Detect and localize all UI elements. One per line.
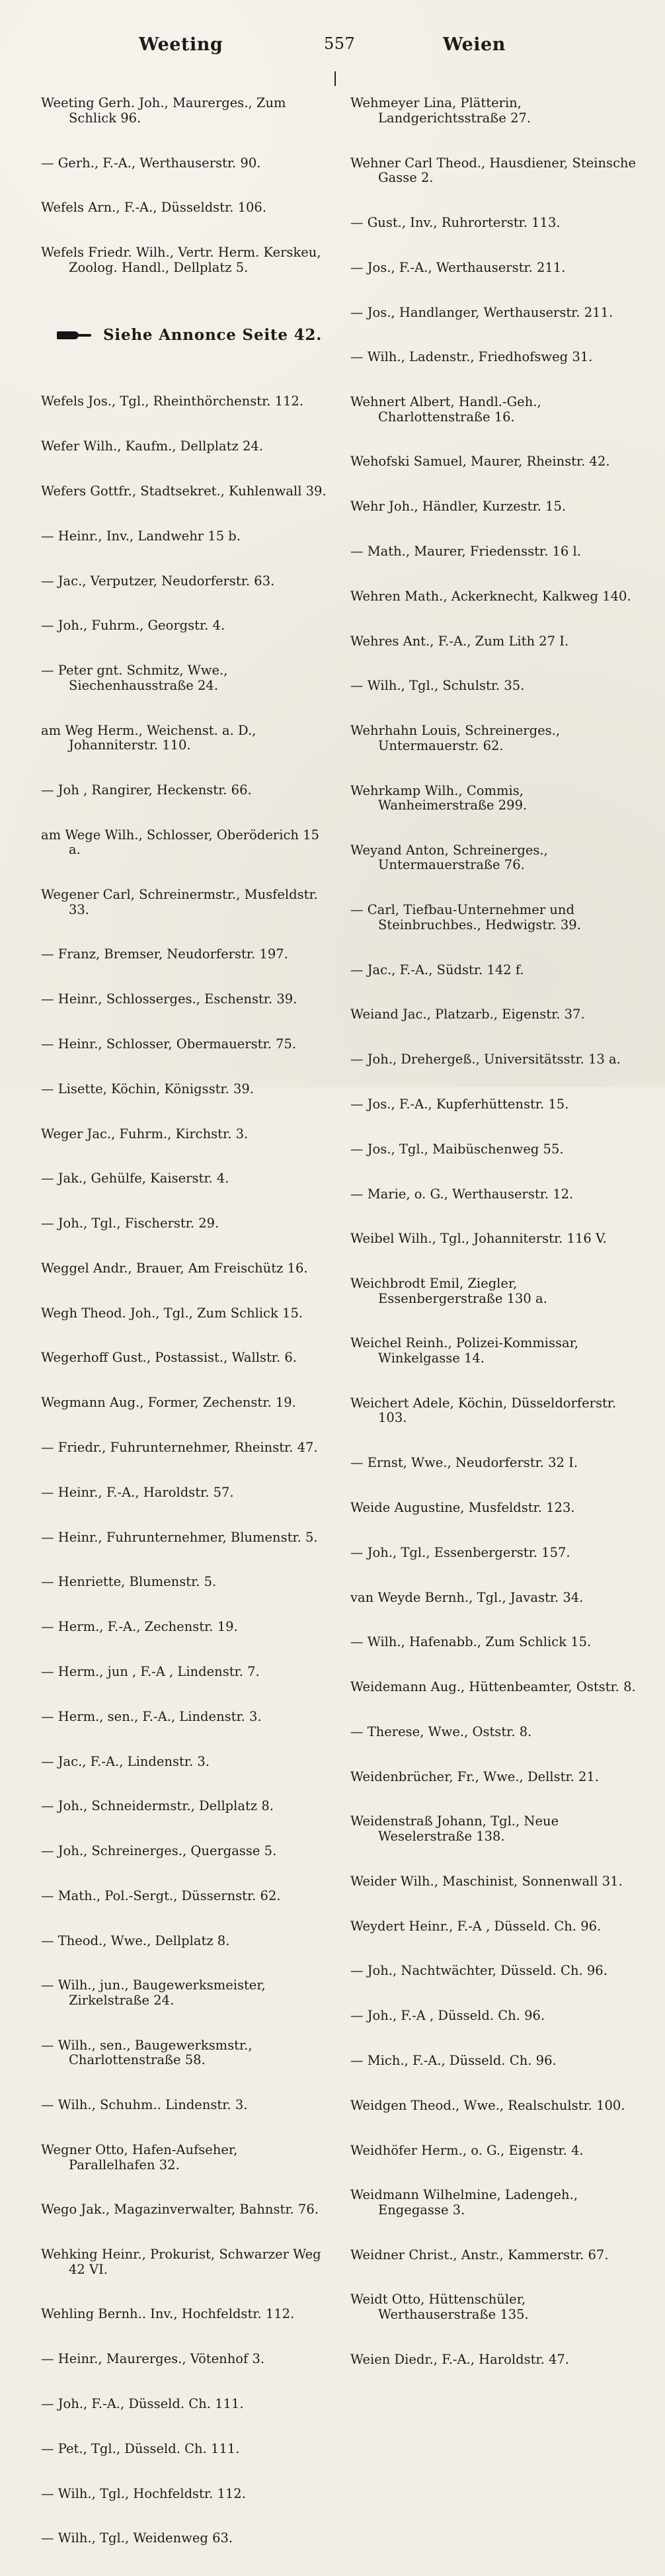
list-item: — Jac., F.-A., Südstr. 142 f. <box>350 962 524 977</box>
list-item: Wefels Arn., F.-A., Düsseldstr. 106. <box>41 200 267 216</box>
list-item: — Gust., Inv., Ruhrorterstr. 113. <box>350 214 561 230</box>
list-item: Weidmann Wilhelmine, Ladengeh., Engegasse 3. <box>350 2187 582 2218</box>
list-item: Weggel Andr., Brauer, Am Freischütz 16. <box>41 1260 308 1276</box>
list-item: — Wilh., Tgl., Hochfeldstr. 112. <box>41 2485 246 2501</box>
list-item: — Joh., Drehergeß., Universitätsstr. 13 a. <box>350 1052 621 1067</box>
list-item: — Joh., F.-A , Düsseld. Ch. 96. <box>350 2008 545 2024</box>
list-item: — Herm., F.-A., Zechenstr. 19. <box>41 1619 238 1635</box>
list-item: Weiand Jac., Platzarb., Eigenstr. 37. <box>350 1007 585 1022</box>
list-item: — Jos., Handlanger, Werthauserstr. 211. <box>350 304 613 320</box>
list-item: — Peter gnt. Schmitz, Wwe., Siechenhausstraße 24. <box>41 663 232 693</box>
list-item: — Ernst, Wwe., Neudorferstr. 32 I. <box>350 1455 578 1471</box>
list-item: — Gerh., F.-A., Werthauserstr. 90. <box>41 155 261 171</box>
list-item: — Wilh., sen., Baugewerksmstr., Charlottenstraße 58. <box>41 2037 256 2068</box>
list-item: — Math., Maurer, Friedensstr. 16 l. <box>350 544 581 559</box>
advertisement-notice-text: Siehe Annonce Seite 42. <box>103 326 322 345</box>
list-item: — Wilh., Tgl., Weidenweg 63. <box>41 2530 233 2546</box>
list-item: Weger Jac., Fuhrm., Kirchstr. 3. <box>41 1126 249 1142</box>
list-item: Weydert Heinr., F.-A , Düsseld. Ch. 96. <box>350 1918 602 1934</box>
list-item: — Jac., F.-A., Lindenstr. 3. <box>41 1753 210 1769</box>
list-item: — Heinr., Maurerges., Vötenhof 3. <box>41 2351 265 2367</box>
list-item: Weide Augustine, Musfeldstr. 123. <box>350 1500 575 1515</box>
list-item: — Joh., Fuhrm., Georgstr. 4. <box>41 618 225 634</box>
list-item: — Joh , Rangirer, Heckenstr. 66. <box>41 782 252 798</box>
list-item: Weeting Gerh. Joh., Maurerges., Zum Schlick 96. <box>41 95 290 126</box>
list-item: Wefels Jos., Tgl., Rheinthörchenstr. 112. <box>41 394 304 409</box>
list-item: Wehren Math., Ackerknecht, Kalkweg 140. <box>350 588 631 604</box>
list-item: Wefer Wilh., Kaufm., Dellplatz 24. <box>41 438 263 454</box>
list-item: Wehrhahn Louis, Schreinerges., Untermauerstr. 62. <box>350 723 565 753</box>
list-item: am Wege Wilh., Schlosser, Oberöderich 15 a. <box>41 827 324 858</box>
advertisement-notice <box>41 328 327 343</box>
list-item: van Weyde Bernh., Tgl., Javastr. 34. <box>350 1589 584 1605</box>
column-divider <box>334 71 336 86</box>
list-item: Weidenstraß Johann, Tgl., Neue Weselerstraße 138. <box>350 1813 563 1845</box>
list-item: Weichel Reinh., Polizei-Kommissar, Winkelgasse 14. <box>350 1335 583 1366</box>
left-column <box>41 66 327 2576</box>
list-item: Weichbrodt Emil, Ziegler, Essenbergerstraße 130 a. <box>350 1276 547 1306</box>
list-item: — Jos., F.-A., Werthauserstr. 211. <box>350 259 566 275</box>
header-right-word: Weien <box>443 34 506 55</box>
list-item: — Lisette, Köchin, Königsstr. 39. <box>41 1081 254 1097</box>
list-item: — Wilh., jun., Baugewerksmeister, Zirkelstraße 24. <box>41 1977 270 2008</box>
list-item: Wegh Theod. Joh., Tgl., Zum Schlick 15. <box>41 1305 303 1321</box>
list-item: — Jos., F.-A., Kupferhüttenstr. 15. <box>350 1096 569 1112</box>
list-item: Wehres Ant., F.-A., Zum Lith 27 I. <box>350 633 569 649</box>
list-item: — Joh., Schreinerges., Quergasse 5. <box>41 1843 277 1859</box>
list-item: Weider Wilh., Maschinist, Sonnenwall 31. <box>350 1873 623 1889</box>
list-item: — Math., Pol.-Sergt., Düssernstr. 62. <box>41 1888 281 1903</box>
right-column <box>350 66 641 2397</box>
list-item: Weidenbrücher, Fr., Wwe., Dellstr. 21. <box>350 1768 600 1784</box>
list-item: Wehnert Albert, Handl.-Geh., Charlottenstraße 16. <box>350 394 545 425</box>
list-item: — Joh., Nachtwächter, Düsseld. Ch. 96. <box>350 1963 607 1979</box>
list-item: — Joh., Schneidermstr., Dellplatz 8. <box>41 1798 274 1814</box>
list-item: Weidhöfer Herm., o. G., Eigenstr. 4. <box>350 2142 584 2158</box>
list-item: — Heinr., Schlosserges., Eschenstr. 39. <box>41 991 297 1007</box>
list-item: Wehking Heinr., Prokurist, Schwarzer Weg 42 VI. <box>41 2247 325 2277</box>
list-item: — Heinr., Fuhrunternehmer, Blumenstr. 5. <box>41 1529 318 1545</box>
list-item: Weidner Christ., Anstr., Kammerstr. 67. <box>350 2247 609 2263</box>
list-item: Wehrkamp Wilh., Commis, Wanheimerstraße 299. <box>350 782 528 813</box>
list-item: Wegner Otto, Hafen-Aufseher, Parallelhafen 32. <box>41 2141 242 2173</box>
header-left-word: Weeting <box>139 34 223 55</box>
page-header <box>41 29 631 56</box>
list-item: Wegerhoff Gust., Postassist., Wallstr. 6. <box>41 1350 297 1366</box>
list-item: Wego Jak., Magazinverwalter, Bahnstr. 76. <box>41 2202 319 2218</box>
list-item: — Therese, Wwe., Oststr. 8. <box>350 1724 532 1739</box>
list-item: Weidt Otto, Hüttenschüler, Werthauserstraße 135. <box>350 2292 530 2323</box>
list-item: Wefers Gottfr., Stadtsekret., Kuhlenwall 39. <box>41 483 327 499</box>
list-item: Wegener Carl, Schreinermstr., Musfeldstr. 33. <box>41 887 323 917</box>
list-item: — Theod., Wwe., Dellplatz 8. <box>41 1932 230 1948</box>
list-item: — Wilh., Hafenabb., Zum Schlick 15. <box>350 1634 592 1650</box>
list-item: — Joh., Tgl., Fischerstr. 29. <box>41 1216 219 1231</box>
list-item: — Pet., Tgl., Düsseld. Ch. 111. <box>41 2440 240 2456</box>
list-item: — Heinr., F.-A., Haroldstr. 57. <box>41 1484 234 1500</box>
list-item: — Wilh., Ladenstr., Friedhofsweg 31. <box>350 349 593 365</box>
list-item: Wegmann Aug., Former, Zechenstr. 19. <box>41 1395 296 1411</box>
list-item: Wehr Joh., Händler, Kurzestr. 15. <box>350 499 567 515</box>
list-item: Wehmeyer Lina, Plätterin, Landgerichtsstraße 27. <box>350 95 531 126</box>
list-item: — Joh., F.-A., Düsseld. Ch. 111. <box>41 2396 244 2412</box>
list-item: Wehner Carl Theod., Hausdiener, Steinsche Gasse 2. <box>350 155 641 186</box>
list-item: — Wilh., Schuhm.. Lindenstr. 3. <box>41 2097 248 2113</box>
list-item: Weibel Wilh., Tgl., Johanniterstr. 116 V. <box>350 1231 607 1247</box>
pointing-hand-icon <box>57 329 91 341</box>
page-number: 557 <box>324 34 356 53</box>
list-item: Weidemann Aug., Hüttenbeamter, Oststr. 8. <box>350 1679 636 1695</box>
list-item: — Wilh., Tgl., Schulstr. 35. <box>350 678 525 694</box>
list-item: — Jak., Gehülfe, Kaiserstr. 4. <box>41 1171 229 1186</box>
list-item: — Jos., Tgl., Maibüschenweg 55. <box>350 1141 564 1157</box>
list-item: — Heinr., Inv., Landwehr 15 b. <box>41 528 241 544</box>
list-item: Weidgen Theod., Wwe., Realschulstr. 100. <box>350 2097 625 2113</box>
list-item: — Herm., jun , F.-A , Lindenstr. 7. <box>41 1663 260 1679</box>
list-item: — Friedr., Fuhrunternehmer, Rheinstr. 47. <box>41 1440 318 1456</box>
list-item: — Henriette, Blumenstr. 5. <box>41 1574 217 1590</box>
list-item: — Carl, Tiefbau-Unternehmer und Steinbruchbes., Hedwigstr. 39. <box>350 902 581 933</box>
list-item: Wefels Friedr. Wilh., Vertr. Herm. Kerskeu, Zoolog. Handl., Dellplatz 5. <box>41 245 325 275</box>
list-item: Weichert Adele, Köchin, Düsseldorferstr. 103. <box>350 1395 621 1426</box>
list-item: Weien Diedr., F.-A., Haroldstr. 47. <box>350 2351 569 2367</box>
list-item: — Franz, Bremser, Neudorferstr. 197. <box>41 946 288 962</box>
list-item: — Herm., sen., F.-A., Lindenstr. 3. <box>41 1708 262 1724</box>
list-item: — Marie, o. G., Werthauserstr. 12. <box>350 1186 574 1202</box>
list-item: — Heinr., Schlosser, Obermauerstr. 75. <box>41 1036 297 1052</box>
list-item: Wehofski Samuel, Maurer, Rheinstr. 42. <box>350 454 610 470</box>
list-item: Wehling Bernh.. Inv., Hochfeldstr. 112. <box>41 2306 295 2322</box>
list-item: — Joh., Tgl., Essenbergerstr. 157. <box>350 1544 570 1560</box>
list-item: — Jac., Verputzer, Neudorferstr. 63. <box>41 573 275 589</box>
list-item: am Weg Herm., Weichenst. a. D., Johanniterstr. 110. <box>41 722 260 753</box>
list-item: — Mich., F.-A., Düsseld. Ch. 96. <box>350 2052 557 2068</box>
list-item: Weyand Anton, Schreinerges., Untermauerstraße 76. <box>350 842 553 873</box>
